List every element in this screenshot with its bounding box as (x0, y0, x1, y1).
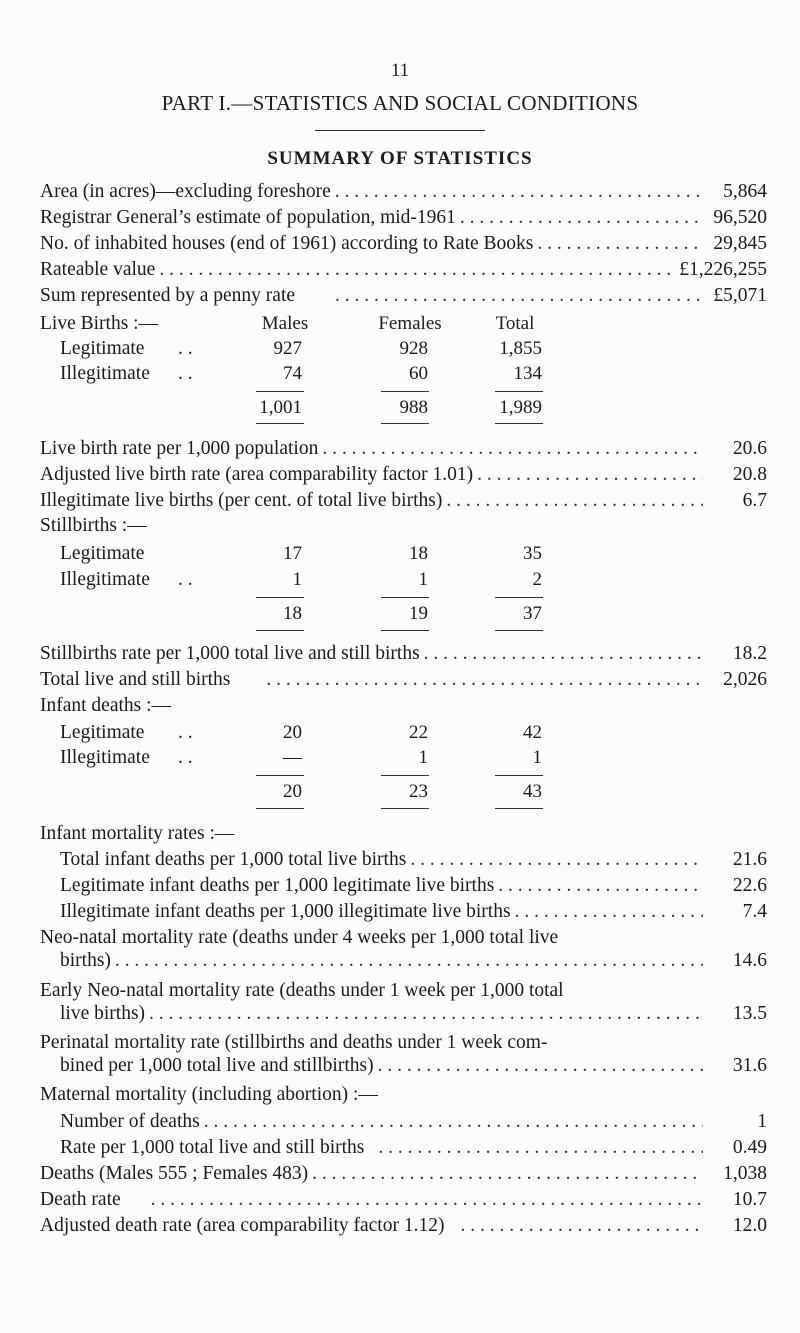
cell: 1 (532, 747, 542, 768)
adjusted-live-birth-rate-row (40, 463, 767, 487)
row-value: 18.2 (732, 643, 767, 664)
header-females: Females (378, 313, 442, 334)
deaths-row (40, 1162, 767, 1186)
page-number: 11 (390, 60, 410, 81)
row-value: 12.0 (732, 1215, 767, 1236)
cell: 1,855 (499, 338, 542, 359)
area-row (40, 180, 767, 204)
row-value: 96,520 (713, 207, 767, 228)
total-cell: 43 (523, 781, 542, 802)
total-cell: 18 (283, 603, 302, 624)
total-cell: 20 (283, 781, 302, 802)
row-label: Area (in acres)—excluding foreshore (40, 181, 331, 202)
row-label: Sum represented by a penny rate (40, 285, 296, 306)
sum-line (495, 808, 543, 809)
row-label: live births) (60, 1003, 146, 1024)
row-value: 5,864 (723, 181, 767, 202)
sum-line (495, 630, 543, 631)
row-label-illegitimate: Illegitimate (60, 363, 150, 384)
row-value: 1,038 (723, 1163, 767, 1184)
rateable-value-row (40, 258, 767, 282)
row-label: Number of deaths (60, 1111, 200, 1132)
live-birth-rate-row (40, 437, 767, 461)
perinatal-line1: Perinatal mortality rate (stillbirths and deaths under 1 week com- (40, 1032, 548, 1053)
cell: 42 (523, 722, 542, 743)
row-value: £5,071 (713, 285, 767, 306)
row-label-illegitimate: Illegitimate (60, 747, 150, 768)
sum-line (495, 423, 543, 424)
live-births-label: Live Births :— (40, 313, 159, 334)
leader-dots: . . (178, 338, 193, 359)
row-label: Legitimate infant deaths per 1,000 legitimate live births (60, 875, 495, 896)
row-label: No. of inhabited houses (end of 1961) according to Rate Books (40, 233, 534, 254)
leader-dots: . . (178, 363, 193, 384)
row-label: bined per 1,000 total live and stillbirths) (60, 1055, 374, 1076)
sum-line (381, 775, 429, 776)
leader-dots: . . (178, 747, 193, 768)
row-value: 0.49 (732, 1137, 767, 1158)
row-label: Total infant deaths per 1,000 total live births (60, 849, 407, 870)
illegitimate-infant-deaths-row (60, 900, 767, 924)
maternal-rate-row (60, 1136, 767, 1160)
row-label: Total live and still births (40, 669, 231, 690)
row-label: Illegitimate infant deaths per 1,000 illegitimate live births (60, 901, 511, 922)
cell: 1 (418, 569, 428, 590)
cell: 22 (409, 722, 428, 743)
leader-dots: . . (178, 569, 193, 590)
row-value: 1 (757, 1111, 767, 1132)
cell: 20 (283, 722, 302, 743)
title-divider (315, 130, 485, 131)
penny-rate-row (40, 284, 767, 308)
cell: 1 (418, 747, 428, 768)
maternal-label: Maternal mortality (including abortion) :— (40, 1084, 378, 1105)
sum-line (381, 391, 429, 392)
sum-line (256, 597, 304, 598)
row-label: Rate per 1,000 total live and still births (60, 1137, 365, 1158)
row-value: 20.8 (732, 464, 767, 485)
neo-natal-row (60, 949, 767, 973)
cell: 1 (292, 569, 302, 590)
row-label: births) (60, 950, 111, 971)
row-label: Rateable value (40, 259, 156, 280)
early-neo-natal-line1: Early Neo-natal mortality rate (deaths under 1 week per 1,000 total (40, 980, 564, 1001)
row-value: 10.7 (732, 1189, 767, 1210)
header-males: Males (261, 313, 309, 334)
population-row (40, 206, 767, 230)
row-value: 29,845 (713, 233, 767, 254)
row-label: Adjusted death rate (area comparability factor 1.12) (40, 1215, 445, 1236)
sum-line (381, 630, 429, 631)
sum-line (256, 630, 304, 631)
row-label: Illegitimate live births (per cent. of total live births) (40, 490, 443, 511)
legitimate-infant-deaths-row (60, 874, 767, 898)
summary-title: SUMMARY OF STATISTICS (267, 148, 533, 169)
illegitimate-births-row (40, 489, 767, 513)
infant-deaths-label: Infant deaths :— (40, 695, 172, 716)
row-label: Stillbirths rate per 1,000 total live and still births (40, 643, 420, 664)
cell: 35 (523, 543, 542, 564)
cell: 18 (409, 543, 428, 564)
cell: 60 (409, 363, 428, 384)
sum-line (495, 775, 543, 776)
row-value: 14.6 (732, 950, 767, 971)
sum-line (381, 808, 429, 809)
total-live-still-births-row (40, 668, 767, 692)
row-label-legitimate: Legitimate (60, 722, 145, 743)
sum-line (381, 597, 429, 598)
total-cell: 23 (409, 781, 428, 802)
total-cell: 988 (399, 397, 428, 418)
houses-row (40, 232, 767, 256)
total-cell: 19 (409, 603, 428, 624)
death-rate-row (40, 1188, 767, 1212)
row-value: 6.7 (742, 490, 767, 511)
row-label: Adjusted live birth rate (area comparability factor 1.01) (40, 464, 474, 485)
row-value: 2,026 (723, 669, 767, 690)
infant-mortality-label: Infant mortality rates :— (40, 823, 235, 844)
sum-line (256, 775, 304, 776)
row-label-legitimate: Legitimate (60, 543, 145, 564)
sum-line (495, 391, 543, 392)
cell: 17 (283, 543, 302, 564)
row-label: Registrar General’s estimate of population, mid-1961 (40, 207, 456, 228)
sum-line (381, 423, 429, 424)
row-value: 21.6 (732, 849, 767, 870)
row-value: 13.5 (732, 1003, 767, 1024)
row-label: Death rate (40, 1189, 121, 1210)
row-label-legitimate: Legitimate (60, 338, 145, 359)
cell: 134 (513, 363, 542, 384)
cell: 2 (532, 569, 542, 590)
row-label: Deaths (Males 555 ; Females 483) (40, 1163, 309, 1184)
cell: 927 (273, 338, 302, 359)
row-value: 22.6 (732, 875, 767, 896)
total-cell: 1,989 (499, 397, 542, 418)
sum-line (495, 597, 543, 598)
sum-line (256, 423, 304, 424)
total-cell: 37 (523, 603, 542, 624)
sum-line (256, 391, 304, 392)
row-label-illegitimate: Illegitimate (60, 569, 150, 590)
neo-natal-line1: Neo-natal mortality rate (deaths under 4 weeks per 1,000 total live (40, 927, 559, 948)
perinatal-row (60, 1054, 767, 1078)
part-title: PART I.—STATISTICS AND SOCIAL CONDITIONS (161, 91, 639, 115)
row-value: £1,226,255 (679, 259, 767, 280)
early-neo-natal-row (60, 1002, 767, 1026)
total-infant-deaths-row (60, 848, 767, 872)
row-value: 20.6 (732, 438, 767, 459)
row-label: Live birth rate per 1,000 population (40, 438, 319, 459)
total-cell: 1,001 (259, 397, 302, 418)
stillbirths-rate-row (40, 642, 767, 666)
cell: 74 (283, 363, 302, 384)
adjusted-death-rate-row (40, 1214, 767, 1238)
stillbirths-label: Stillbirths :— (40, 515, 147, 536)
row-value: 31.6 (732, 1055, 767, 1076)
maternal-deaths-row (60, 1110, 767, 1134)
row-value: 7.4 (742, 901, 767, 922)
leader-dots: . . (178, 722, 193, 743)
header-total: Total (495, 313, 535, 334)
cell: 928 (399, 338, 428, 359)
sum-line (256, 808, 304, 809)
cell: — (283, 747, 302, 768)
